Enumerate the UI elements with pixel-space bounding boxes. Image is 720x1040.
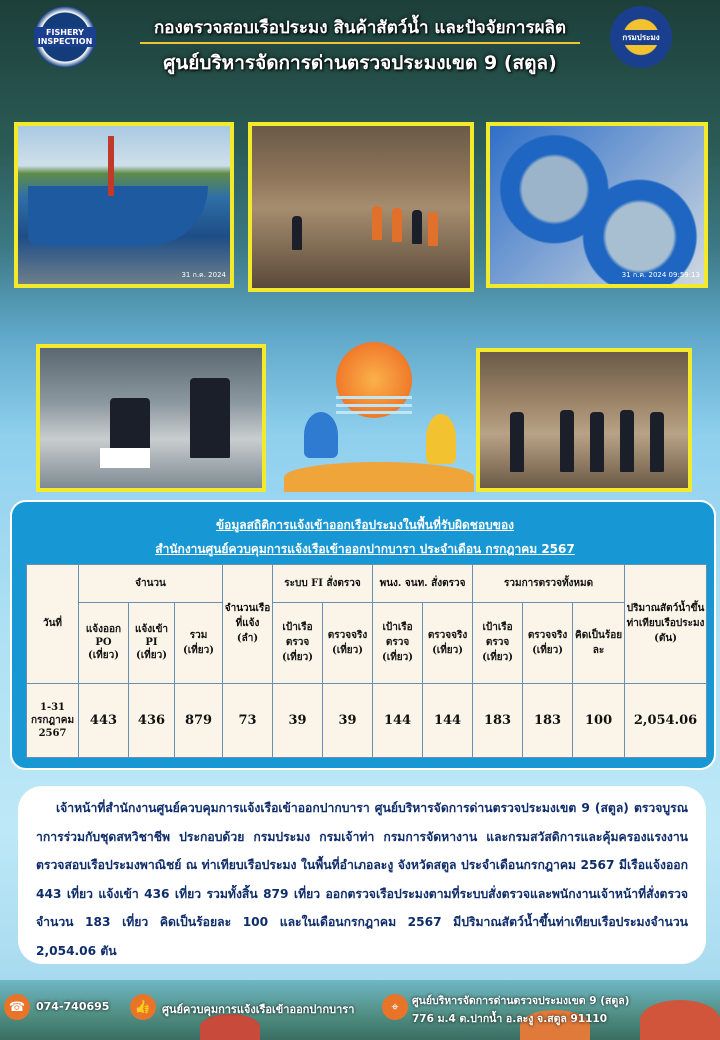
logo-left-text: FISHERY INSPECTION xyxy=(34,27,96,47)
header-fi-group: ระบบ FI สั่งตรวจ xyxy=(273,565,373,603)
person xyxy=(560,410,574,472)
header-off-actual: ตรวจจริง (เที่ยว) xyxy=(423,603,473,683)
title-divider xyxy=(140,42,580,44)
header-fi-actual: ตรวจจริง (เที่ยว) xyxy=(323,603,373,683)
person xyxy=(372,206,382,240)
header-all-group: รวมการตรวจทั้งหมด xyxy=(473,565,625,603)
person xyxy=(428,212,438,246)
header-count-group: จำนวน xyxy=(79,565,223,603)
header-off-target: เป้าเรือตรวจ (เที่ยว) xyxy=(373,603,423,683)
header-fi-target: เป้าเรือตรวจ (เที่ยว) xyxy=(273,603,323,683)
fisherman-cartoon-icon xyxy=(304,412,338,458)
photo-fishing-boat xyxy=(14,122,234,288)
boat-mast xyxy=(108,136,114,196)
sun-stripe xyxy=(336,404,412,407)
person xyxy=(590,412,604,472)
header-catch: ปริมาณสัตว์น้ำขึ้นท่าเทียบเรือประมง (ตัน) xyxy=(625,565,707,684)
coral-decoration xyxy=(640,1000,720,1040)
footer-facebook[interactable]: ศูนย์ควบคุมการแจ้งเรือเข้าออกปากบารา xyxy=(162,1003,355,1016)
photo-pier-inspection-team xyxy=(248,122,474,292)
cell-all-percent: 100 xyxy=(573,683,625,757)
photo-officers-on-pier xyxy=(476,348,692,492)
cell-po: 443 xyxy=(79,683,129,757)
statistics-table xyxy=(26,564,707,758)
cell-off-actual: 144 xyxy=(423,683,473,757)
header-all-actual: ตรวจจริง (เที่ยว) xyxy=(523,603,573,683)
phone-icon[interactable]: ☎ xyxy=(4,994,30,1020)
page-subtitle: ศูนย์บริหารจัดการด่านตรวจประมงเขต 9 (สตูล) xyxy=(163,52,557,74)
table-heading-line1: ข้อมูลสถิติการแจ้งเข้าออกเรือประมงในพื้นที่รับผิดชอบของ xyxy=(215,518,515,532)
location-pin-icon[interactable]: ⌖ xyxy=(382,994,408,1020)
footer xyxy=(0,980,720,1040)
document xyxy=(100,448,150,468)
cell-pi: 436 xyxy=(129,683,175,757)
header xyxy=(0,0,720,110)
cell-fi-target: 39 xyxy=(273,683,323,757)
person xyxy=(510,412,524,472)
header-total: รวม (เที่ยว) xyxy=(175,603,223,683)
cell-total: 879 xyxy=(175,683,223,757)
cell-all-target: 183 xyxy=(473,683,523,757)
header-officer-group: พนง. จนท. สั่งตรวจ xyxy=(373,565,473,603)
boat-hull xyxy=(28,186,208,246)
header-po: แจ้งออก PO (เที่ยว) xyxy=(79,603,129,683)
footer-phone[interactable]: 074-740695 xyxy=(36,1000,110,1013)
cell-vessels: 73 xyxy=(223,683,273,757)
header-pi: แจ้งเข้า PI (เที่ยว) xyxy=(129,603,175,683)
fishery-inspection-logo xyxy=(34,6,96,68)
person xyxy=(620,410,634,472)
cell-fi-actual: 39 xyxy=(323,683,373,757)
cell-all-actual: 183 xyxy=(523,683,573,757)
logo-right-text: กรมประมง xyxy=(619,30,662,45)
header-date: วันที่ xyxy=(27,565,79,684)
inspector-cartoon-icon xyxy=(426,414,456,464)
sun-stripe xyxy=(336,411,412,414)
footer-address: 776 ม.4 ต.ปากน้ำ อ.ละงู จ.สตูล 91110 xyxy=(412,1013,608,1025)
boat-illustration xyxy=(284,462,474,492)
photo-document-signing xyxy=(36,344,266,492)
person xyxy=(190,378,230,458)
header-vessels: จำนวนเรือที่แจ้ง (ลำ) xyxy=(223,565,273,684)
person xyxy=(412,210,422,244)
person xyxy=(650,412,664,472)
summary-paragraph: เจ้าหน้าที่สำนักงานศูนย์ควบคุมการแจ้งเรือเข้าออกปากบารา ศูนย์บริหารจัดการด่านตรวจประมงเขต 9 (สตูล) ตรวจบูรณาการร่วมกับชุดสหวิชาชีพ ประกอบด้วย กรมประมง กรมเจ้าท่า กรมการจัดหางาน และกรมสวัสดิการและคุ้มครองแรงงาน ตรวจสอบเรือประมงพาณิชย์ ณ ท่าเทียบเรือประมง ในพื้นที่อำเภอละงู จังหวัดสตูล ประจำเดือนกรกฎาคม 2567 มีเรือแจ้งออก 443 เที่ยว แจ้งเข้า 436 เที่ยว รวมทั้งสิ้น 879 เที่ยว ออกตรวจเรือประมงตามที่ระบบสั่งตรวจและพนักงานเจ้าหน้าที่สั่งตรวจจำนวน 183 เที่ยว คิดเป็นร้อยละ 100 และในเดือนกรกฎาคม 2567 มีปริมาณสัตว์น้ำขึ้นท่าเทียบเรือประมงจำนวน 2,054.06 ตัน xyxy=(18,786,706,964)
statistics-card xyxy=(10,500,716,770)
sun-stripe xyxy=(336,396,412,399)
photo-timestamp: 31 ก.ค. 2024 xyxy=(181,271,226,279)
person xyxy=(292,216,302,250)
table-row xyxy=(27,683,707,757)
photo-timestamp: 31 ก.ค. 2024 09:59:13 xyxy=(621,271,700,279)
cell-date: 1-31 กรกฎาคม 2567 xyxy=(27,683,79,757)
header-all-percent: คิดเป็นร้อยละ xyxy=(573,603,625,683)
page-title: กองตรวจสอบเรือประมง สินค้าสัตว์น้ำ และปัจจัยการผลิต xyxy=(153,18,567,38)
photo-fish-baskets xyxy=(486,122,708,288)
facebook-like-icon[interactable]: 👍 xyxy=(130,994,156,1020)
department-of-fisheries-logo xyxy=(610,6,672,68)
cell-catch: 2,054.06 xyxy=(625,683,707,757)
footer-org-name: ศูนย์บริหารจัดการด่านตรวจประมงเขต 9 (สตูล) xyxy=(412,995,630,1007)
person xyxy=(392,208,402,242)
cell-off-target: 144 xyxy=(373,683,423,757)
table-heading-line2: สำนักงานศูนย์ควบคุมการแจ้งเรือเข้าออกปากบารา ประจำเดือน กรกฎาคม 2567 xyxy=(155,542,575,556)
header-all-target: เป้าเรือตรวจ (เที่ยว) xyxy=(473,603,523,683)
